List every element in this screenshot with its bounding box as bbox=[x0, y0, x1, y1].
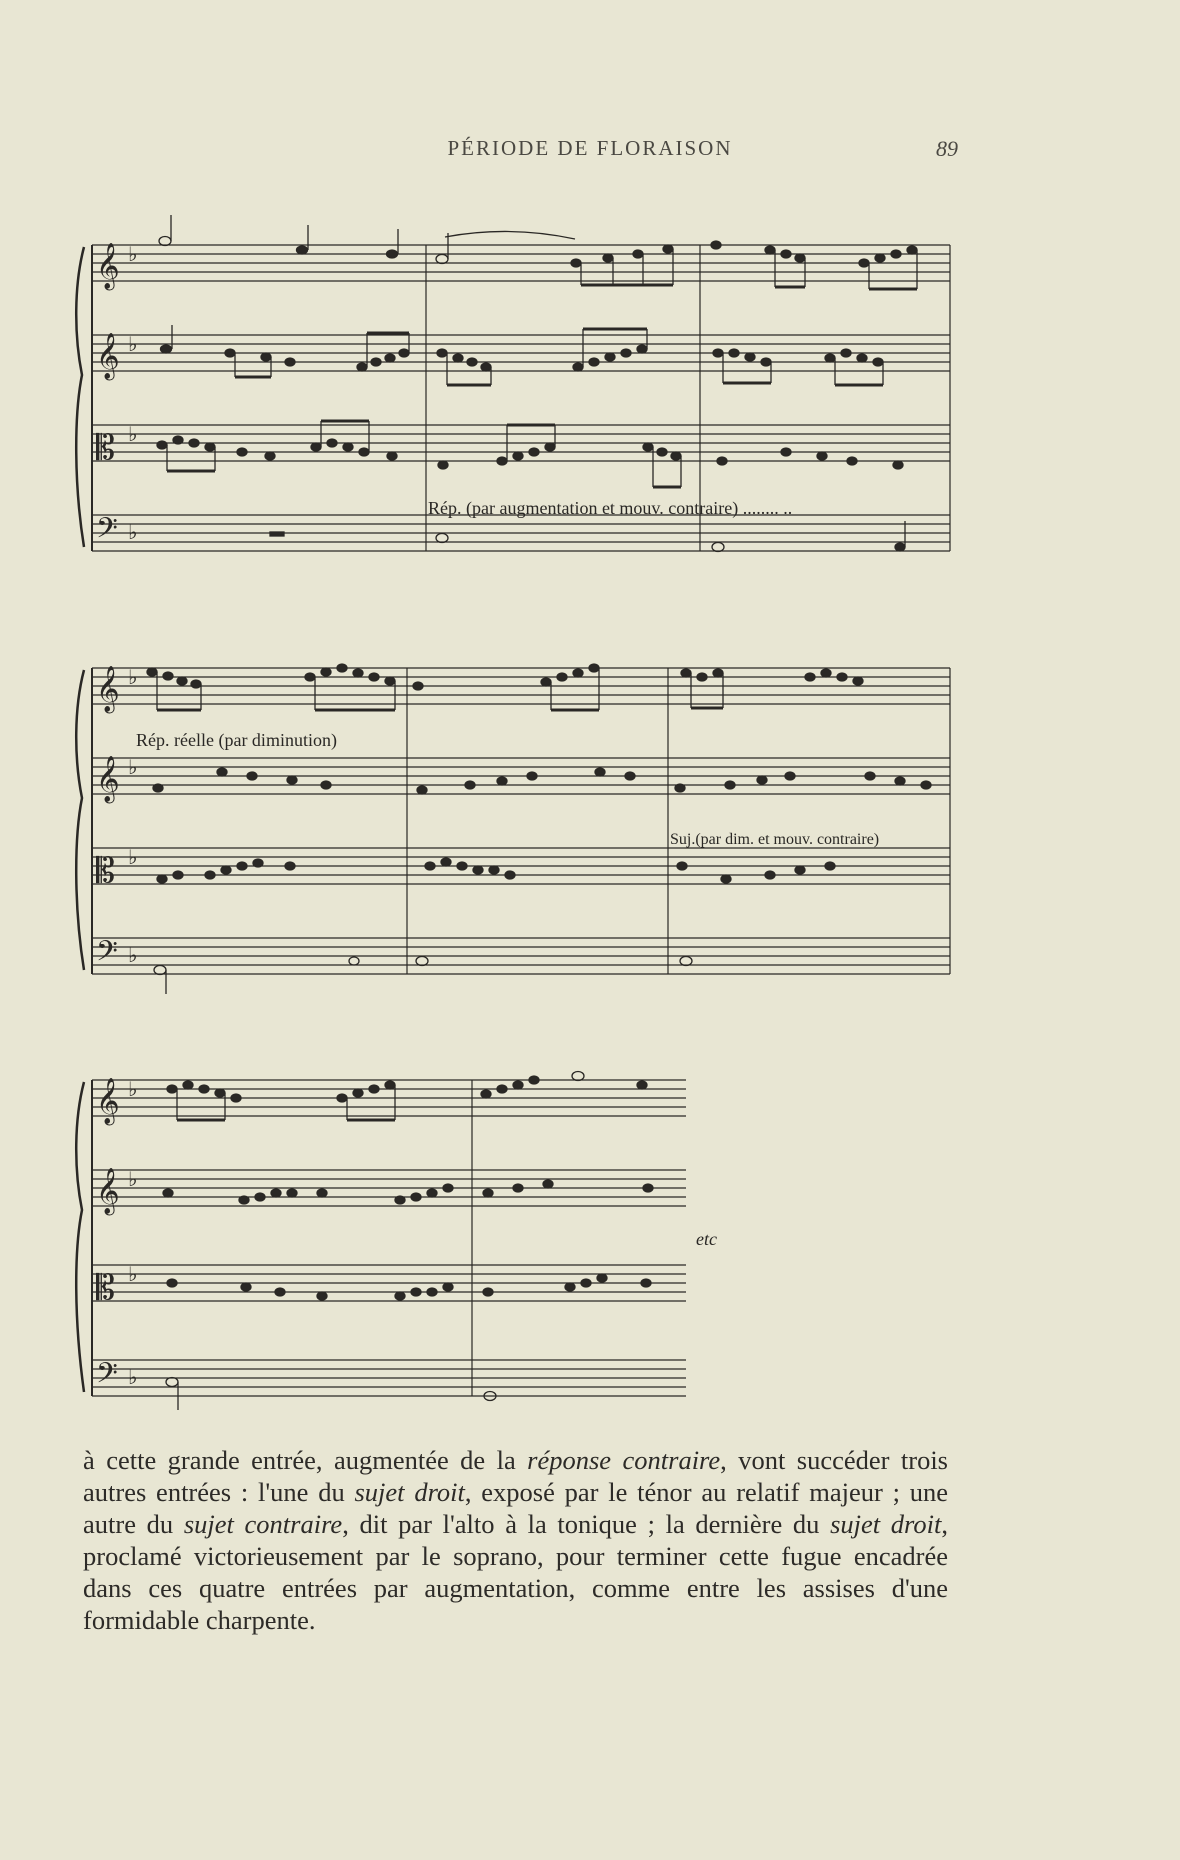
svg-text:𝄞: 𝄞 bbox=[96, 666, 120, 711]
svg-text:♭: ♭ bbox=[128, 244, 138, 266]
music-system-3 bbox=[70, 1060, 970, 1420]
svg-text:♭: ♭ bbox=[128, 1264, 138, 1286]
svg-text:𝄡: 𝄡 bbox=[96, 853, 115, 890]
italic-term: sujet droit bbox=[354, 1477, 465, 1507]
svg-text:𝄞: 𝄞 bbox=[96, 1168, 120, 1213]
text-run: , vont succéder trois autres entrées : l'une du bbox=[83, 1445, 948, 1507]
music-system-1 bbox=[70, 225, 970, 575]
svg-text:𝄞: 𝄞 bbox=[96, 333, 120, 378]
svg-text:♭: ♭ bbox=[128, 847, 138, 869]
svg-text:♭: ♭ bbox=[128, 945, 138, 967]
music-system-2 bbox=[70, 648, 970, 998]
svg-text:♭: ♭ bbox=[128, 522, 138, 544]
svg-text:♭: ♭ bbox=[128, 334, 138, 356]
text-run: , exposé par le ténor au relatif majeur ; une autre du bbox=[83, 1477, 948, 1539]
svg-text:♭: ♭ bbox=[128, 1367, 138, 1389]
text-run: , dit par l'alto à la tonique ; la dernière du bbox=[342, 1509, 831, 1539]
body-text bbox=[83, 1444, 948, 1636]
svg-text:𝄢: 𝄢 bbox=[96, 1359, 118, 1396]
svg-text:𝄞: 𝄞 bbox=[96, 756, 120, 801]
score-system-2-svg bbox=[70, 648, 970, 998]
system3-etc: etc bbox=[696, 1229, 717, 1249]
italic-term: sujet droit bbox=[830, 1509, 942, 1539]
svg-text:𝄢: 𝄢 bbox=[96, 514, 118, 551]
svg-text:♭: ♭ bbox=[128, 757, 138, 779]
svg-text:♭: ♭ bbox=[128, 667, 138, 689]
svg-text:𝄢: 𝄢 bbox=[96, 937, 118, 974]
svg-text:𝄡: 𝄡 bbox=[96, 1270, 115, 1307]
running-head: PÉRIODE DE FLORAISON bbox=[447, 136, 733, 160]
system1-annotation: Rép. (par augmentation et mouv. contraire) ........ .. bbox=[428, 498, 793, 518]
system2-annotation-top: Rép. réelle (par diminution) bbox=[136, 730, 337, 750]
score-system-3-svg bbox=[70, 1060, 970, 1420]
italic-term: sujet contraire bbox=[183, 1509, 343, 1539]
text-run: , proclamé victorieusement par le soprano, pour terminer cette fugue encadrée dans ces quatre entrées par augmentation, comme entre les assises d'une formidable charpente. bbox=[83, 1509, 948, 1635]
paragraph bbox=[83, 1444, 948, 1636]
svg-text:♭: ♭ bbox=[128, 1169, 138, 1191]
text-run: à cette grande entrée, augmentée de la bbox=[83, 1445, 528, 1475]
score-system-1-svg bbox=[70, 225, 970, 575]
svg-text:𝄞: 𝄞 bbox=[96, 243, 120, 288]
svg-text:♭: ♭ bbox=[128, 1079, 138, 1101]
system2-annotation-mid: Suj.(par dim. et mouv. contraire) bbox=[670, 831, 880, 848]
italic-term: réponse contraire bbox=[527, 1445, 721, 1475]
svg-text:𝄡: 𝄡 bbox=[96, 430, 115, 467]
page-number: 89 bbox=[936, 136, 958, 161]
svg-text:𝄞: 𝄞 bbox=[96, 1078, 120, 1123]
svg-text:♭: ♭ bbox=[128, 424, 138, 446]
